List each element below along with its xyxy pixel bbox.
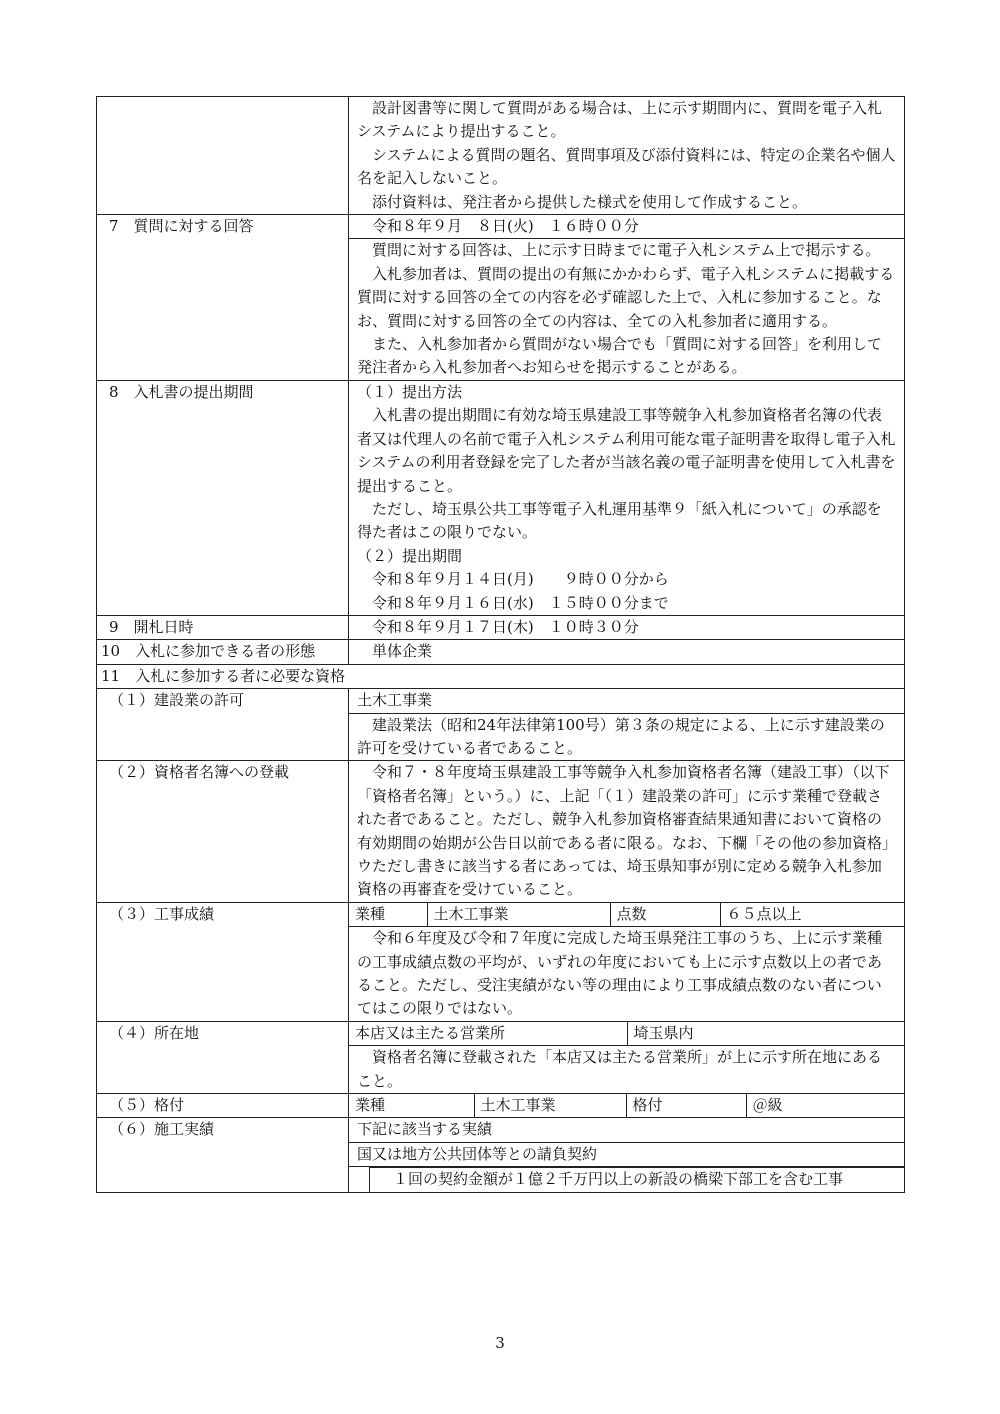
notice-table bbox=[96, 96, 905, 1193]
s6-nested bbox=[349, 1167, 904, 1191]
s6-label: （６）施工実績 bbox=[97, 1118, 349, 1192]
s3-v2: ６５点以上 bbox=[720, 903, 904, 926]
item11-label: 11 入札に参加する者に必要な資格 bbox=[97, 664, 905, 688]
s4-v1: 埼玉県内 bbox=[627, 1022, 904, 1045]
paragraph: また、入札参加者から質問がない場合でも「質問に対する回答」を利用して発注者から入札参加者へお知らせを掲示することがある。 bbox=[357, 335, 883, 377]
s3-k2: 点数 bbox=[610, 903, 720, 926]
row-s3 bbox=[97, 902, 905, 926]
paragraph: 添付資料は、発注者から提供した様式を使用して作成すること。 bbox=[372, 192, 808, 211]
s3-text: 令和６年度及び令和７年度に完成した埼玉県発注工事のうち、上に示す業種の工事成績点数の平均が、いずれの年度においても上に示す点数以上の者であること。ただし、受注実績がない等の理由により工事成績点数のない者についてはこの限りではない。 bbox=[357, 929, 883, 1018]
document-page bbox=[96, 96, 904, 1193]
row-s2 bbox=[97, 761, 905, 902]
row-s5 bbox=[97, 1094, 905, 1118]
item9-label: 9 開札日時 bbox=[97, 615, 349, 639]
item7-date: 令和８年９月 ８日(火) １６時００分 bbox=[372, 217, 639, 236]
s4-grid bbox=[349, 1022, 904, 1045]
row-s1 bbox=[97, 689, 905, 713]
s5-v2: ＠級 bbox=[746, 1094, 904, 1117]
row-item9 bbox=[97, 615, 905, 639]
row-item11 bbox=[97, 664, 905, 688]
paragraph: 入札参加者は、質問の提出の有無にかかわらず、電子入札システムに掲載する質問に対する回答の全ての内容を必ず確認した上で、入札に参加すること。なお、質問に対する回答の全ての内容は、全ての入札参加者に適用する。 bbox=[357, 264, 895, 330]
s1-text: 建設業法（昭和24年法律第100号）第３条の規定による、上に示す建設業の許可を受けている者であること。 bbox=[357, 715, 885, 757]
s6-line1: 下記に該当する実績 bbox=[349, 1118, 905, 1142]
s6-text: １回の契約金額が１億２千万円以上の新設の橋梁下部工を含む工事 bbox=[393, 1170, 844, 1189]
row-s4 bbox=[97, 1021, 905, 1045]
row-item10 bbox=[97, 640, 905, 664]
paragraph: 質問に対する回答は、上に示す日時までに電子入札システム上で掲示する。 bbox=[372, 241, 881, 260]
paragraph: 設計図書等に関して質問がある場合は、上に示す期間内に、質問を電子入札システムにより提出すること。 bbox=[357, 99, 883, 141]
s5-grid bbox=[349, 1094, 904, 1117]
s5-label: （５）格付 bbox=[97, 1094, 349, 1118]
item9-value: 令和８年９月１７日(木) １０時３０分 bbox=[372, 617, 639, 636]
s5-k2: 格付 bbox=[626, 1094, 746, 1117]
paragraph: ただし、埼玉県公共工事等電子入札運用基準９「紙入札について」の承認を得た者はこの限りでない。 bbox=[357, 499, 882, 542]
item10-label: 10 入札に参加できる者の形態 bbox=[97, 640, 349, 664]
paragraph: システムによる質問の題名、質問事項及び添付資料には、特定の企業名や個人名を記入しないこと。 bbox=[357, 145, 896, 188]
s3-label: （３）工事成績 bbox=[97, 902, 349, 1021]
row-question-notes bbox=[97, 97, 905, 215]
s3-v1: 土木工事業 bbox=[427, 903, 610, 926]
item8-from: 令和８年９月１４日(月) ９時００分から bbox=[372, 570, 669, 589]
s4-k1: 本店又は主たる営業所 bbox=[349, 1022, 627, 1045]
s5-k1: 業種 bbox=[349, 1094, 474, 1117]
s1-label: （１）建設業の許可 bbox=[97, 689, 349, 761]
row-item7 bbox=[97, 215, 905, 239]
s2-text: 令和７・８年度埼玉県建設工事等競争入札参加資格者名簿（建設工事）（以下「資格者名簿」という。）に、上記「（１）建設業の許可」に示す業種で登載された者であること。ただし、競争入札参加資格審査結果通知書において資格の有効期間の始期が公告日以前である者に限る。なお、下欄「その他の参加資格」ウただし書きに該当する者にあっては、埼玉県知事が別に定める競争入札参加資格の再審査を受けていること。 bbox=[357, 763, 890, 899]
item10-value: 単体企業 bbox=[372, 642, 433, 661]
s2-label: （２）資格者名簿への登載 bbox=[97, 761, 349, 902]
s3-k1: 業種 bbox=[349, 903, 427, 926]
s3-grid bbox=[349, 903, 904, 926]
item8-heading2: （２）提出期間 bbox=[357, 546, 463, 565]
s6-line2: 国又は地方公共団体等との請負契約 bbox=[349, 1142, 905, 1166]
s1-value: 土木工事業 bbox=[349, 689, 905, 713]
item8-label: 8 入札書の提出期間 bbox=[97, 380, 349, 615]
row-s6 bbox=[97, 1118, 905, 1142]
s5-v1: 土木工事業 bbox=[474, 1094, 626, 1117]
item8-to: 令和８年９月１６日(水) １５時００分まで bbox=[372, 593, 669, 612]
s4-text: 資格者名簿に登載された「本店又は主たる営業所」が上に示す所在地にあること。 bbox=[357, 1048, 883, 1090]
item7-label: 7 質問に対する回答 bbox=[97, 215, 349, 381]
paragraph: 入札書の提出期間に有効な埼玉県建設工事等競争入札参加資格者名簿の代表者又は代理人の名前で電子入札システム利用可能な電子証明書を取得し電子入札システムの利用者登録を完了した者が当該名義の電子証明書を使用して入札書を提出すること。 bbox=[357, 406, 896, 495]
item8-heading1: （１）提出方法 bbox=[357, 382, 463, 401]
page-number: 3 bbox=[495, 1334, 505, 1352]
row-item8 bbox=[97, 380, 905, 615]
s4-label: （４）所在地 bbox=[97, 1021, 349, 1093]
